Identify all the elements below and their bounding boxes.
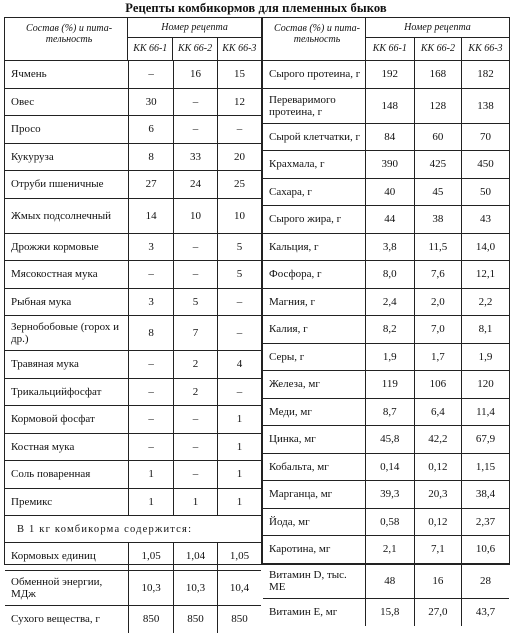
recipe-number-header: Номер рецепта [366,18,509,38]
recipe-value-1: 0,58 [366,509,414,536]
recipe-value-2: 168 [414,61,462,88]
row-label: Просо [5,116,129,143]
recipe-value-1: 44 [366,206,414,233]
row-label: Соль поваренная [5,461,129,488]
row-label: Трикальцийфосфат [5,379,129,406]
recipe-value-3: 25 [217,171,261,198]
row-label: Сырого протеина, г [263,61,366,88]
row-label: Рыбная мука [5,289,129,316]
recipe-value-2: 0,12 [414,454,462,481]
recipe-value-1: 6 [129,116,173,143]
row-label: Овес [5,89,129,116]
recipe-value-3: 28 [461,564,509,598]
table-row [263,344,509,372]
recipe-code-2: КК 66-2 [414,38,462,60]
recipe-value-2: 7,0 [414,316,462,343]
table-row [5,461,261,489]
table-row [5,434,261,462]
recipe-value-2: 5 [173,289,217,316]
row-label: Железа, мг [263,371,366,398]
row-label: Серы, г [263,344,366,371]
page-title: Рецепты комбикормов для племенных быков [0,0,512,16]
recipe-value-3: 20 [217,144,261,171]
recipe-value-1: 40 [366,179,414,206]
table-row [263,481,509,509]
recipe-value-2: 6,4 [414,399,462,426]
composition-header: Состав (%) и пита-тельность [263,18,366,60]
recipe-value-2: 16 [173,61,217,88]
recipe-value-1: – [129,434,173,461]
table-row [263,426,509,454]
recipe-value-1: 390 [366,151,414,178]
row-label: Йода, мг [263,509,366,536]
recipe-value-1: 1,05 [129,543,173,570]
row-label: Премикс [5,489,129,516]
table-row [5,261,261,289]
recipe-value-3: 120 [461,371,509,398]
recipe-value-3: – [217,289,261,316]
recipe-value-2: – [173,406,217,433]
row-label: Кукуруза [5,144,129,171]
recipe-value-1: 0,14 [366,454,414,481]
recipe-code-1: КК 66-1 [366,38,414,60]
recipe-value-2: – [173,261,217,288]
recipe-value-1: 3 [129,289,173,316]
row-label: Обменной энергии, МДж [5,571,129,605]
row-label: Марганца, мг [263,481,366,508]
recipe-value-1: 45,8 [366,426,414,453]
recipe-value-3: 4 [217,351,261,378]
recipe-value-1: 30 [129,89,173,116]
recipe-value-1: 148 [366,89,414,123]
recipe-value-1: 3 [129,234,173,261]
recipe-value-2: 42,2 [414,426,462,453]
recipe-value-2: 16 [414,564,462,598]
recipe-value-1: 3,8 [366,234,414,261]
recipe-code-1: КК 66-1 [128,38,172,60]
recipe-value-3: – [217,116,261,143]
recipe-value-1: 8 [129,316,173,350]
recipe-value-3: 138 [461,89,509,123]
row-label: Крахмала, г [263,151,366,178]
recipe-number-header: Номер рецепта [128,18,261,38]
row-label: Мясокостная мука [5,261,129,288]
table-row [5,116,261,144]
recipe-value-2: 45 [414,179,462,206]
table-row [5,316,261,351]
recipe-value-3: 1 [217,406,261,433]
row-label: Сухого вещества, г [5,606,129,633]
recipe-code-3: КК 66-3 [461,38,509,60]
row-label: Кормовых единиц [5,543,129,570]
recipe-value-3: 43 [461,206,509,233]
row-label: Цинка, мг [263,426,366,453]
table-row [263,316,509,344]
recipe-value-3: 70 [461,124,509,151]
table-row [263,399,509,427]
table-row [5,489,261,517]
recipe-value-3: 67,9 [461,426,509,453]
recipe-value-1: – [129,379,173,406]
recipe-value-2: – [173,434,217,461]
table-row [5,379,261,407]
row-label: Переваримого протеина, г [263,89,366,123]
table-row [5,144,261,172]
recipe-value-3: 8,1 [461,316,509,343]
recipe-value-1: 27 [129,171,173,198]
recipe-value-2: 1,7 [414,344,462,371]
table-row [5,351,261,379]
table-row [263,234,509,262]
recipe-value-1: 119 [366,371,414,398]
recipe-value-2: 128 [414,89,462,123]
recipe-value-3: 850 [217,606,261,633]
recipe-value-2: 2 [173,379,217,406]
row-label: Зернобобовые (горох и др.) [5,316,129,350]
recipe-value-3: 1,9 [461,344,509,371]
recipe-value-1: 84 [366,124,414,151]
recipe-value-2: 20,3 [414,481,462,508]
recipe-value-3: – [217,379,261,406]
recipe-value-2: 33 [173,144,217,171]
recipe-value-2: 7 [173,316,217,350]
table-row [263,89,509,124]
content-per-kg-banner: В 1 кг комбикорма содержится: [5,516,261,543]
table-row [5,89,261,117]
table-row [5,289,261,317]
table-row [263,536,509,564]
recipe-value-2: 7,1 [414,536,462,563]
row-label: Отруби пшеничные [5,171,129,198]
table-row [263,599,509,627]
row-label: Магния, г [263,289,366,316]
row-label: Кальция, г [263,234,366,261]
row-label: Ячмень [5,61,129,88]
table-row [263,371,509,399]
row-label: Каротина, мг [263,536,366,563]
recipe-code-3: КК 66-3 [217,38,261,60]
recipe-value-1: 15,8 [366,599,414,627]
recipe-value-2: 10,3 [173,571,217,605]
recipe-value-2: 10 [173,199,217,233]
recipe-value-3: – [217,316,261,350]
recipe-number-header-group [128,18,261,60]
row-label: Травяная мука [5,351,129,378]
recipe-value-3: 14,0 [461,234,509,261]
composition-header: Состав (%) и пита-тельность [5,18,128,60]
table-row [5,543,261,571]
recipe-value-3: 15 [217,61,261,88]
left-table-half [5,18,263,564]
row-label: Костная мука [5,434,129,461]
recipe-value-1: 850 [129,606,173,633]
recipe-value-1: 1,9 [366,344,414,371]
table-row [5,234,261,262]
row-label: Меди, мг [263,399,366,426]
recipe-value-1: – [129,261,173,288]
recipe-value-3: 5 [217,261,261,288]
recipe-value-3: 1,05 [217,543,261,570]
table-row [263,564,509,599]
recipe-value-2: – [173,89,217,116]
recipe-value-1: 8,7 [366,399,414,426]
recipe-value-3: 38,4 [461,481,509,508]
recipe-value-1: – [129,351,173,378]
recipe-value-3: 5 [217,234,261,261]
recipe-value-3: 2,37 [461,509,509,536]
recipe-value-1: 8,2 [366,316,414,343]
recipe-value-1: 8,0 [366,261,414,288]
recipe-value-3: 12 [217,89,261,116]
recipe-value-2: – [173,116,217,143]
recipe-value-2: 1 [173,489,217,516]
recipe-value-3: 2,2 [461,289,509,316]
row-label: Кормовой фосфат [5,406,129,433]
recipe-value-3: 50 [461,179,509,206]
table-row [5,171,261,199]
table-row [5,571,261,606]
recipe-value-1: 10,3 [129,571,173,605]
right-table-half [263,18,509,564]
table-row [263,509,509,537]
row-label: Сырой клетчатки, г [263,124,366,151]
recipe-value-1: – [129,406,173,433]
table-row [5,606,261,633]
recipe-value-2: 27,0 [414,599,462,627]
recipe-value-1: 1 [129,461,173,488]
recipe-code-headers [128,38,261,60]
recipe-value-1: – [129,61,173,88]
table-row [263,454,509,482]
row-label: Сахара, г [263,179,366,206]
row-label: Калия, г [263,316,366,343]
table-header [263,18,509,61]
recipe-value-3: 1,15 [461,454,509,481]
recipe-value-1: 2,1 [366,536,414,563]
recipe-value-2: 11,5 [414,234,462,261]
recipe-value-2: 425 [414,151,462,178]
row-label: Кобальта, мг [263,454,366,481]
row-label: Дрожжи кормовые [5,234,129,261]
recipe-value-3: 10,4 [217,571,261,605]
recipe-value-2: 60 [414,124,462,151]
left-table-body [5,61,261,633]
table-row [263,179,509,207]
recipe-value-1: 8 [129,144,173,171]
recipe-value-3: 12,1 [461,261,509,288]
row-label: Витамин Е, мг [263,599,366,627]
recipe-value-2: 106 [414,371,462,398]
recipe-value-1: 39,3 [366,481,414,508]
recipe-value-3: 10,6 [461,536,509,563]
recipe-value-3: 182 [461,61,509,88]
table-row [263,124,509,152]
table-row [5,199,261,234]
recipe-value-2: 1,04 [173,543,217,570]
recipe-value-3: 1 [217,489,261,516]
recipe-value-2: 24 [173,171,217,198]
recipe-number-header-group [366,18,509,60]
row-label: Жмых подсолнечный [5,199,129,233]
recipe-value-2: 2 [173,351,217,378]
row-label: Фосфора, г [263,261,366,288]
recipe-value-2: 2,0 [414,289,462,316]
recipe-table [4,17,510,565]
row-label: Витамин D, тыс. МЕ [263,564,366,598]
recipe-value-3: 1 [217,461,261,488]
recipe-code-2: КК 66-2 [172,38,216,60]
table-row [5,61,261,89]
table-row [263,261,509,289]
table-row [263,206,509,234]
row-label: Сырого жира, г [263,206,366,233]
recipe-value-1: 2,4 [366,289,414,316]
recipe-code-headers [366,38,509,60]
recipe-value-3: 43,7 [461,599,509,627]
recipe-value-1: 14 [129,199,173,233]
recipe-value-1: 192 [366,61,414,88]
recipe-value-2: 7,6 [414,261,462,288]
recipe-value-2: 0,12 [414,509,462,536]
recipe-value-3: 11,4 [461,399,509,426]
recipe-value-2: – [173,234,217,261]
right-table-body [263,61,509,626]
recipe-value-3: 450 [461,151,509,178]
table-row [263,151,509,179]
recipe-value-3: 10 [217,199,261,233]
table-row [263,289,509,317]
table-row [5,406,261,434]
recipe-value-2: 850 [173,606,217,633]
recipe-value-1: 48 [366,564,414,598]
recipe-value-1: 1 [129,489,173,516]
recipe-value-2: – [173,461,217,488]
recipe-value-3: 1 [217,434,261,461]
table-header [5,18,261,61]
table-row [263,61,509,89]
recipe-value-2: 38 [414,206,462,233]
